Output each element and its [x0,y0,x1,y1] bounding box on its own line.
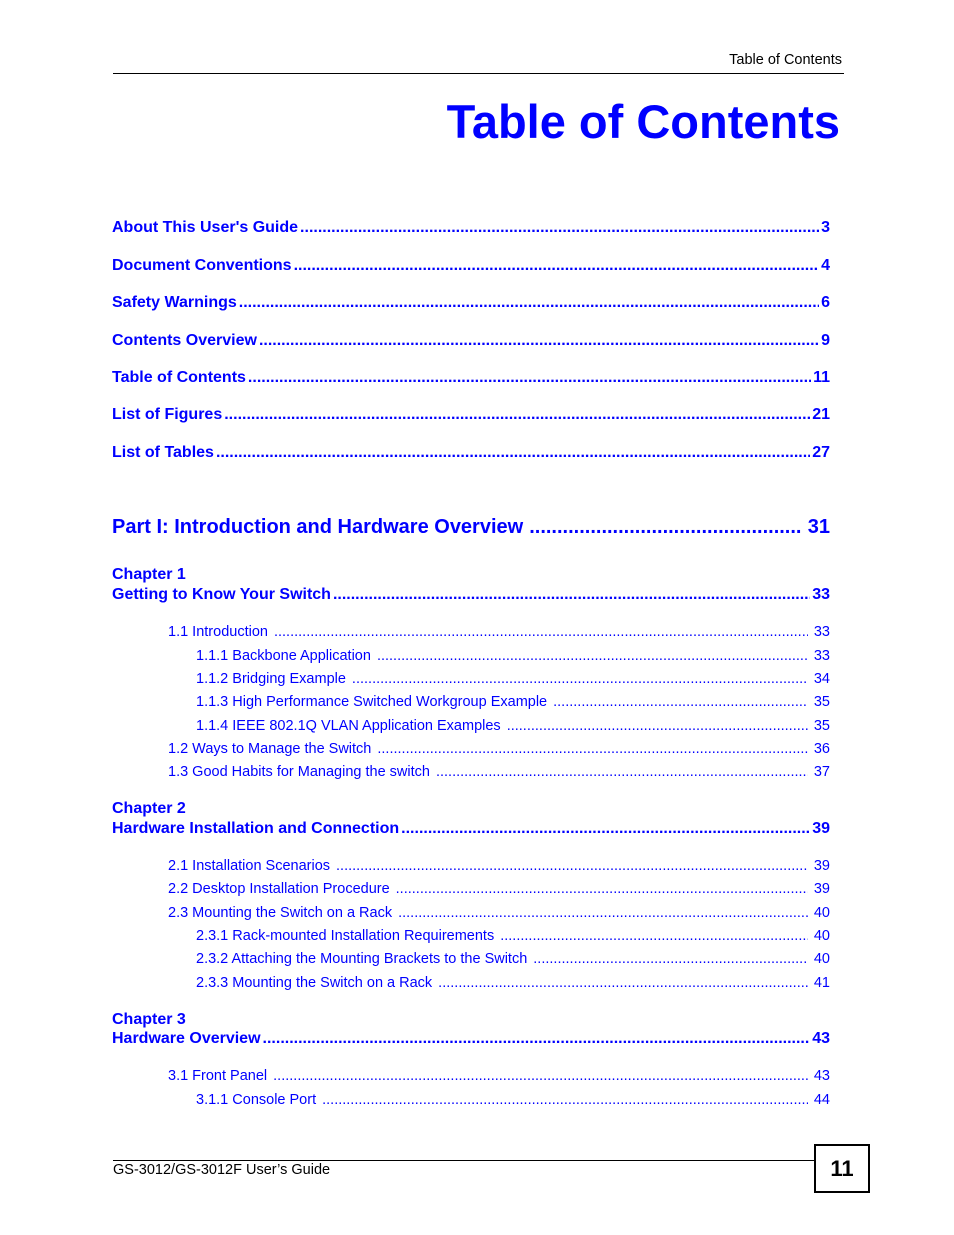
toc-section-page: 36 [813,741,830,757]
toc-entry[interactable] [112,406,830,424]
toc-section-page: 39 [813,858,830,874]
leader-dots [396,881,808,897]
leader-dots [263,1030,811,1048]
toc-chapter-title: Hardware Installation and Connection [112,820,400,837]
toc-subsection-entry[interactable] [196,648,830,664]
toc-entry-page: 4 [821,257,830,274]
toc-subsection-page: 41 [813,975,830,991]
page-number: 11 [830,1155,854,1181]
toc-chapter-title: Hardware Overview [112,1030,261,1047]
toc-subsection-label: 3.1.1 Console Port [196,1092,317,1108]
toc-entry-page: 27 [812,444,830,461]
page-number-box [814,1144,870,1193]
leader-dots [507,718,808,734]
toc-subsection-entry[interactable] [196,718,830,734]
toc-subsection-label: 2.3.2 Attaching the Mounting Brackets to the Switch [196,951,528,967]
leader-dots [336,858,808,874]
toc-subsection-label: 2.3.3 Mounting the Switch on a Rack [196,975,433,991]
footer-guide-title: GS-3012/GS-3012F User’s Guide [113,1162,331,1178]
toc-section-entry[interactable] [168,624,830,640]
toc-entry-label: Contents Overview [112,332,257,349]
leader-dots [377,741,807,757]
toc-entry[interactable] [112,219,830,237]
toc-section-page: 43 [813,1068,830,1084]
toc-subsection-label: 2.3.1 Rack-mounted Installation Requirements [196,928,495,944]
leader-dots [553,694,808,710]
toc-section-entry[interactable] [168,881,830,897]
header-rule [113,73,844,74]
toc-entry-label: List of Figures [112,406,223,423]
toc-part-page: 31 [807,516,830,538]
toc-entry-label: About This User's Guide [112,219,299,236]
toc-subsection-label: 1.1.4 IEEE 802.1Q VLAN Application Examples [196,718,501,734]
toc-chapter-entry[interactable] [112,586,830,604]
leader-dots [333,586,810,604]
page-title: Table of Contents [446,95,840,148]
toc-section-entry[interactable] [168,905,830,921]
leader-dots [259,332,819,350]
toc-entry-label: List of Tables [112,444,214,461]
toc-chapter-page: 43 [812,1030,830,1047]
running-header: Table of Contents [729,52,842,68]
toc-section-label: 1.2 Ways to Manage the Switch [168,741,372,757]
toc-subsection-page: 35 [813,694,830,710]
toc-entry-label: Safety Warnings [112,294,237,311]
leader-dots [239,294,819,312]
toc-section-page: 40 [813,905,830,921]
toc-section-label: 1.3 Good Habits for Managing the switch [168,764,430,780]
toc-part-entry[interactable] [112,516,830,539]
leader-dots [500,928,808,944]
chapter-number: Chapter 2 [112,800,186,817]
leader-dots [352,671,808,687]
toc-subsection-entry[interactable] [196,975,830,991]
toc-section-page: 39 [813,881,830,897]
leader-dots [294,257,820,275]
toc-subsection-label: 1.1.1 Backbone Application [196,648,371,664]
toc-subsection-page: 35 [813,718,830,734]
toc-entry-page: 6 [821,294,830,311]
toc-subsection-page: 44 [813,1092,830,1108]
leader-dots [529,516,802,539]
toc-entry-page: 9 [821,332,830,349]
toc-section-entry[interactable] [168,1068,830,1084]
toc-chapter-page: 33 [812,586,830,603]
toc-entry-label: Document Conventions [112,257,292,274]
toc-subsection-page: 40 [813,951,830,967]
toc-entry-label: Table of Contents [112,369,246,386]
toc-subsection-entry[interactable] [196,1092,830,1108]
toc-entry[interactable] [112,332,830,350]
toc-section-label: 3.1 Front Panel [168,1068,268,1084]
toc-section-label: 1.1 Introduction [168,624,268,640]
leader-dots [216,444,810,462]
toc-entry-page: 11 [813,369,830,386]
toc-section-entry[interactable] [168,858,830,874]
toc-subsection-entry[interactable] [196,951,830,967]
toc-chapter-entry[interactable] [112,820,830,838]
leader-dots [224,406,810,424]
toc-entry[interactable] [112,294,830,312]
toc-subsection-page: 34 [813,671,830,687]
toc-entry[interactable] [112,257,830,275]
toc-entry-page: 21 [812,406,830,423]
leader-dots [401,820,810,838]
toc-chapter-page: 39 [812,820,830,837]
leader-dots [377,648,808,664]
leader-dots [248,369,811,387]
toc-entry[interactable] [112,369,830,387]
footer-rule [113,1160,815,1161]
toc-section-label: 2.1 Installation Scenarios [168,858,331,874]
leader-dots [436,764,808,780]
toc-section-page: 37 [813,764,830,780]
leader-dots [300,219,819,237]
leader-dots [438,975,808,991]
toc-section-page: 33 [813,624,830,640]
toc-subsection-entry[interactable] [196,928,830,944]
toc-section-entry[interactable] [168,741,830,757]
toc-subsection-page: 33 [813,648,830,664]
leader-dots [398,905,808,921]
toc-chapter-title: Getting to Know Your Switch [112,586,331,603]
toc-subsection-label: 1.1.2 Bridging Example [196,671,346,687]
toc-entry-page: 3 [821,219,830,236]
toc-section-entry[interactable] [168,764,830,780]
toc-subsection-label: 1.1.3 High Performance Switched Workgroup Example [196,694,548,710]
toc-chapter-entry[interactable] [112,1030,830,1048]
leader-dots [273,1068,808,1084]
chapter-number: Chapter 3 [112,1011,186,1028]
leader-dots [322,1092,808,1108]
leader-dots [533,951,808,967]
toc-section-label: 2.3 Mounting the Switch on a Rack [168,905,393,921]
toc-entry[interactable] [112,444,830,462]
toc-subsection-entry[interactable] [196,671,830,687]
toc-subsection-entry[interactable] [196,694,830,710]
toc-subsection-page: 40 [813,928,830,944]
toc-section-label: 2.2 Desktop Installation Procedure [168,881,390,897]
chapter-number: Chapter 1 [112,566,186,583]
leader-dots [274,624,808,640]
toc-part-label: Part I: Introduction and Hardware Overview [112,516,524,538]
